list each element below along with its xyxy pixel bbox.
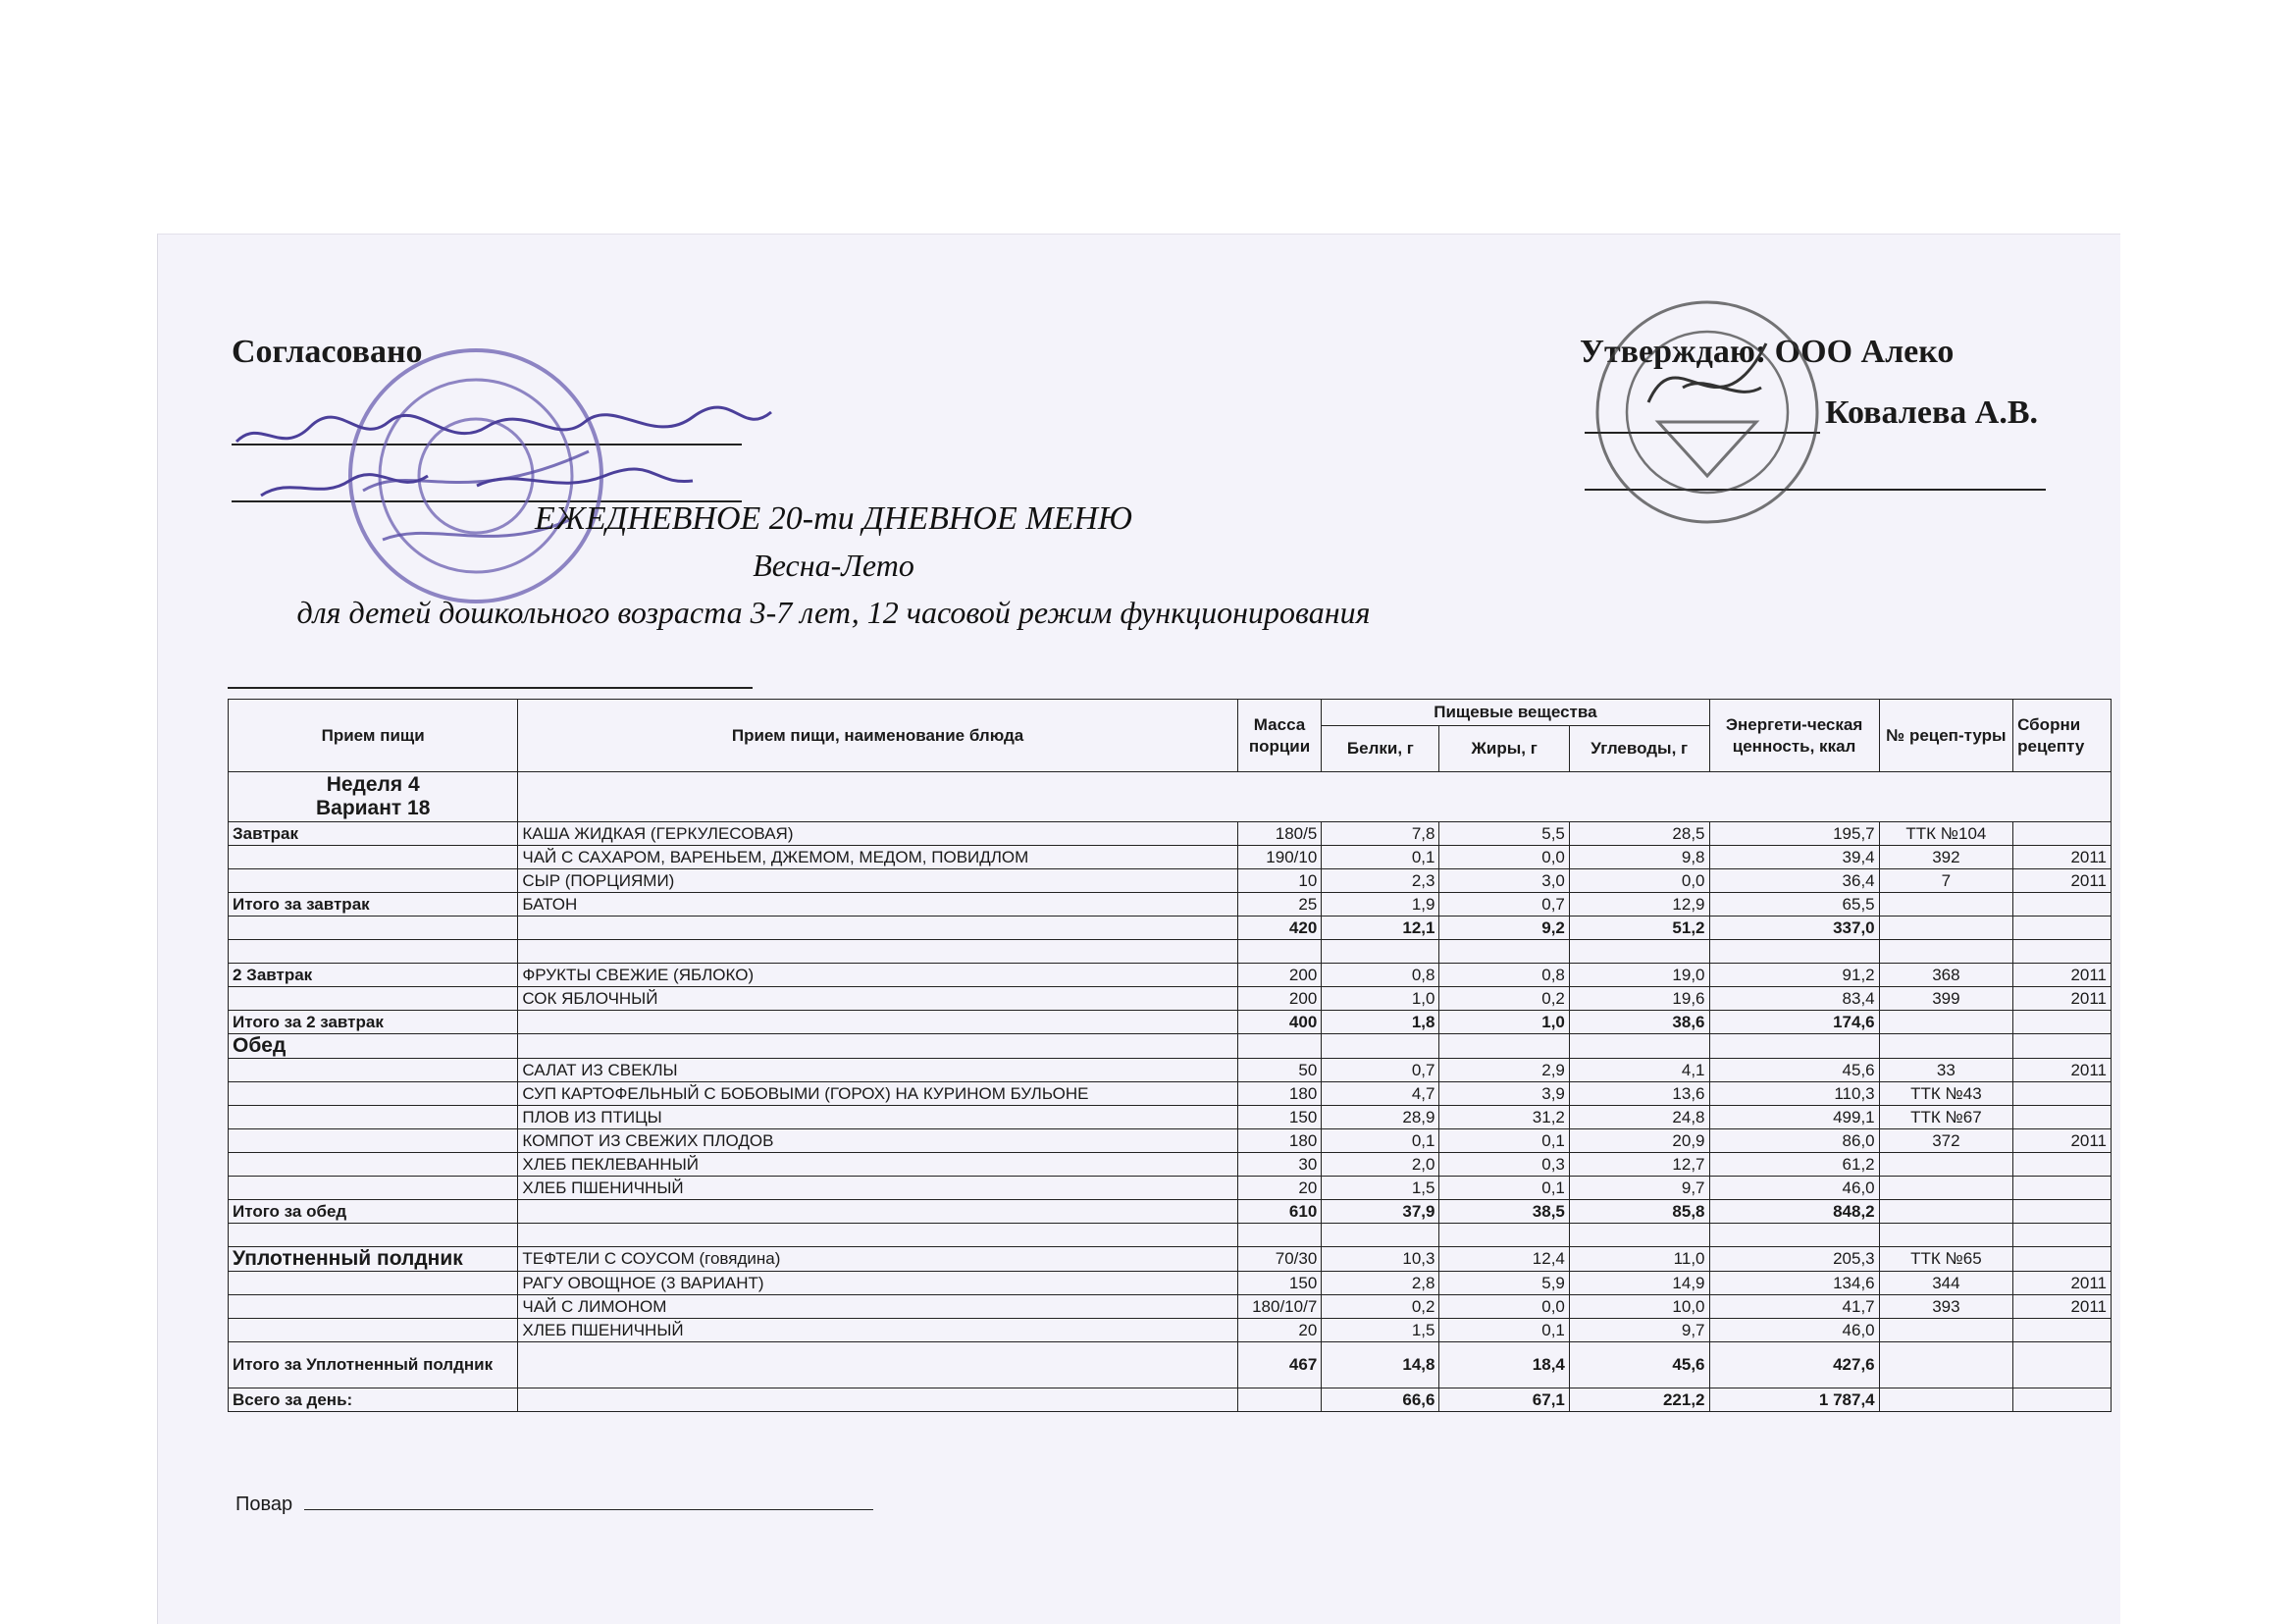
cell-mass: 400: [1237, 1011, 1322, 1034]
table-row: [229, 1106, 2112, 1129]
table-row: [229, 987, 2112, 1011]
table-row: [229, 917, 2112, 940]
col-collection: Сборни рецепту: [2013, 700, 2112, 772]
cell-f: 38,5: [1439, 1200, 1569, 1224]
cell-mass: [1237, 1224, 1322, 1247]
cell-f: [1439, 940, 1569, 964]
cell-meal: Итого за обед: [229, 1200, 518, 1224]
table-row: [229, 940, 2112, 964]
cell-mass: 467: [1237, 1342, 1322, 1388]
cell-r: 33: [1879, 1059, 2012, 1082]
cell-s: [2013, 1224, 2112, 1247]
table-row: [229, 1153, 2112, 1177]
cell-p: 2,8: [1322, 1272, 1439, 1295]
cell-p: [1322, 1034, 1439, 1059]
title-underline: [228, 687, 753, 689]
cell-e: 110,3: [1709, 1082, 1879, 1106]
cell-p: 7,8: [1322, 822, 1439, 846]
cell-f: 0,0: [1439, 1295, 1569, 1319]
cell-r: [1879, 1319, 2012, 1342]
cell-c: 45,6: [1569, 1342, 1709, 1388]
cell-c: 13,6: [1569, 1082, 1709, 1106]
cell-e: 46,0: [1709, 1319, 1879, 1342]
col-protein: Белки, г: [1322, 726, 1439, 772]
cook-underline: [304, 1509, 873, 1510]
cell-s: [2013, 917, 2112, 940]
cell-r: [1879, 1034, 2012, 1059]
menu-season: Весна-Лето: [753, 548, 914, 583]
cell-c: 19,6: [1569, 987, 1709, 1011]
cell-mass: 25: [1237, 893, 1322, 917]
cell-dish: [518, 1034, 1237, 1059]
table-row: [229, 1200, 2112, 1224]
cell-s: [2013, 1247, 2112, 1272]
cell-dish: САЛАТ ИЗ СВЕКЛЫ: [518, 1059, 1237, 1082]
cell-r: [1879, 917, 2012, 940]
cell-c: 10,0: [1569, 1295, 1709, 1319]
cell-meal: [229, 1153, 518, 1177]
week-row: [229, 772, 2112, 822]
cell-dish: ЧАЙ С САХАРОМ, ВАРЕНЬЕМ, ДЖЕМОМ, МЕДОМ, ПОВИДЛОМ: [518, 846, 1237, 869]
cell-c: 38,6: [1569, 1011, 1709, 1034]
cook-label: Повар: [235, 1493, 293, 1515]
cell-meal: 2 Завтрак: [229, 964, 518, 987]
cell-dish: ТЕФТЕЛИ С СОУСОМ (говядина): [518, 1247, 1237, 1272]
cell-p: [1322, 1224, 1439, 1247]
approve-label: Утверждаю: ООО Алеко: [1580, 334, 1955, 370]
cell-mass: 180: [1237, 1082, 1322, 1106]
cell-p: 2,0: [1322, 1153, 1439, 1177]
cell-mass: 190/10: [1237, 846, 1322, 869]
cell-dish: ХЛЕБ ПЕКЛЕВАННЫЙ: [518, 1153, 1237, 1177]
cell-p: 28,9: [1322, 1106, 1439, 1129]
cell-mass: 610: [1237, 1200, 1322, 1224]
table-row: [229, 1319, 2112, 1342]
cell-meal: [229, 1129, 518, 1153]
table-row: [229, 1177, 2112, 1200]
cell-s: 2011: [2013, 1059, 2112, 1082]
menu-title: ЕЖЕДНЕВНОЕ 20-ти ДНЕВНОЕ МЕНЮ: [535, 500, 1132, 537]
cell-dish: ХЛЕБ ПШЕНИЧНЫЙ: [518, 1319, 1237, 1342]
cell-s: [2013, 1011, 2112, 1034]
cell-mass: 20: [1237, 1319, 1322, 1342]
table-row: [229, 869, 2112, 893]
cell-e: 134,6: [1709, 1272, 1879, 1295]
cell-p: 1,8: [1322, 1011, 1439, 1034]
cell-mass: 180/5: [1237, 822, 1322, 846]
cell-e: 91,2: [1709, 964, 1879, 987]
cell-r: ТТК №104: [1879, 822, 2012, 846]
cell-s: [2013, 1342, 2112, 1388]
cell-dish: [518, 1200, 1237, 1224]
cell-e: 61,2: [1709, 1153, 1879, 1177]
cell-f: 2,9: [1439, 1059, 1569, 1082]
cell-mass: 150: [1237, 1106, 1322, 1129]
cell-p: 1,5: [1322, 1177, 1439, 1200]
table-row: [229, 1129, 2112, 1153]
cell-r: [1879, 940, 2012, 964]
cell-e: 86,0: [1709, 1129, 1879, 1153]
cell-r: [1879, 1342, 2012, 1388]
cell-e: 337,0: [1709, 917, 1879, 940]
cell-c: 9,7: [1569, 1177, 1709, 1200]
cell-p: 10,3: [1322, 1247, 1439, 1272]
cell-dish: [518, 1224, 1237, 1247]
cell-mass: 180: [1237, 1129, 1322, 1153]
table-row: [229, 846, 2112, 869]
cell-r: ТТК №43: [1879, 1082, 2012, 1106]
cell-e: 39,4: [1709, 846, 1879, 869]
cell-dish: [518, 917, 1237, 940]
cell-f: 0,1: [1439, 1177, 1569, 1200]
cell-p: 1,9: [1322, 893, 1439, 917]
cell-mass: 420: [1237, 917, 1322, 940]
cell-p: 14,8: [1322, 1342, 1439, 1388]
cell-s: 2011: [2013, 987, 2112, 1011]
cell-meal: [229, 940, 518, 964]
cell-s: [2013, 940, 2112, 964]
cell-mass: 180/10/7: [1237, 1295, 1322, 1319]
cell-meal: Уплотненный полдник: [229, 1247, 518, 1272]
cell-c: 221,2: [1569, 1388, 1709, 1412]
cell-c: 4,1: [1569, 1059, 1709, 1082]
table-header-row: [229, 700, 2112, 726]
cell-c: [1569, 1224, 1709, 1247]
week-variant-cell: [229, 772, 518, 822]
cell-dish: БАТОН: [518, 893, 1237, 917]
cell-meal: Обед: [229, 1034, 518, 1059]
cell-r: 392: [1879, 846, 2012, 869]
cell-f: 0,1: [1439, 1319, 1569, 1342]
cell-meal: [229, 1224, 518, 1247]
cell-r: [1879, 1177, 2012, 1200]
cell-c: [1569, 940, 1709, 964]
cell-meal: [229, 987, 518, 1011]
cell-e: 195,7: [1709, 822, 1879, 846]
cell-c: 11,0: [1569, 1247, 1709, 1272]
cell-f: [1439, 1224, 1569, 1247]
cell-dish: ФРУКТЫ СВЕЖИЕ (ЯБЛОКО): [518, 964, 1237, 987]
cell-s: 2011: [2013, 1295, 2112, 1319]
cell-s: [2013, 1319, 2112, 1342]
cell-mass: 70/30: [1237, 1247, 1322, 1272]
cell-s: 2011: [2013, 1272, 2112, 1295]
cell-e: 499,1: [1709, 1106, 1879, 1129]
cell-meal: [229, 846, 518, 869]
cell-r: [1879, 1153, 2012, 1177]
cell-p: 12,1: [1322, 917, 1439, 940]
cell-f: 3,9: [1439, 1082, 1569, 1106]
cell-c: 0,0: [1569, 869, 1709, 893]
cell-p: 1,0: [1322, 987, 1439, 1011]
table-row: [229, 822, 2112, 846]
cell-meal: Завтрак: [229, 822, 518, 846]
cell-r: 7: [1879, 869, 2012, 893]
cell-s: 2011: [2013, 846, 2112, 869]
cell-mass: [1237, 940, 1322, 964]
cell-e: 46,0: [1709, 1177, 1879, 1200]
cell-r: 393: [1879, 1295, 2012, 1319]
cell-mass: 200: [1237, 964, 1322, 987]
cell-e: 1 787,4: [1709, 1388, 1879, 1412]
cell-meal: [229, 1082, 518, 1106]
cell-f: 0,2: [1439, 987, 1569, 1011]
cell-s: [2013, 1034, 2112, 1059]
cell-f: 0,1: [1439, 1129, 1569, 1153]
cell-r: 399: [1879, 987, 2012, 1011]
cell-c: 12,9: [1569, 893, 1709, 917]
cell-mass: 50: [1237, 1059, 1322, 1082]
cell-r: 372: [1879, 1129, 2012, 1153]
cell-s: [2013, 1153, 2112, 1177]
menu-table: [228, 699, 2112, 1412]
col-fat: Жиры, г: [1439, 726, 1569, 772]
cell-mass: 200: [1237, 987, 1322, 1011]
cell-r: [1879, 1200, 2012, 1224]
cell-e: 205,3: [1709, 1247, 1879, 1272]
table-row: [229, 1082, 2112, 1106]
cell-mass: [1237, 1034, 1322, 1059]
cell-c: [1569, 1034, 1709, 1059]
cell-f: 9,2: [1439, 917, 1569, 940]
cell-r: ТТК №67: [1879, 1106, 2012, 1129]
cell-meal: [229, 917, 518, 940]
cell-f: 31,2: [1439, 1106, 1569, 1129]
cell-c: 24,8: [1569, 1106, 1709, 1129]
table-row: [229, 1247, 2112, 1272]
cell-meal: Итого за завтрак: [229, 893, 518, 917]
cell-f: 67,1: [1439, 1388, 1569, 1412]
cell-c: 14,9: [1569, 1272, 1709, 1295]
cell-meal: [229, 1272, 518, 1295]
cell-r: [1879, 1011, 2012, 1034]
cell-p: 37,9: [1322, 1200, 1439, 1224]
week-row-blank: [518, 772, 2112, 822]
cell-s: [2013, 893, 2112, 917]
cell-p: 0,2: [1322, 1295, 1439, 1319]
cell-dish: [518, 940, 1237, 964]
cook-signature-line: [235, 1493, 873, 1516]
cell-f: 0,8: [1439, 964, 1569, 987]
cell-f: [1439, 1034, 1569, 1059]
cell-p: 0,8: [1322, 964, 1439, 987]
cell-c: 9,7: [1569, 1319, 1709, 1342]
cell-mass: 30: [1237, 1153, 1322, 1177]
cell-meal: [229, 1319, 518, 1342]
cell-f: 0,3: [1439, 1153, 1569, 1177]
table-row: [229, 893, 2112, 917]
cell-dish: СОК ЯБЛОЧНЫЙ: [518, 987, 1237, 1011]
table-row: [229, 1342, 2112, 1388]
cell-dish: РАГУ ОВОЩНОЕ (3 ВАРИАНТ): [518, 1272, 1237, 1295]
cell-e: [1709, 1224, 1879, 1247]
cell-e: 427,6: [1709, 1342, 1879, 1388]
cell-s: [2013, 1388, 2112, 1412]
cell-s: 2011: [2013, 869, 2112, 893]
cell-e: [1709, 940, 1879, 964]
cell-f: 0,0: [1439, 846, 1569, 869]
cell-p: [1322, 940, 1439, 964]
cell-p: 66,6: [1322, 1388, 1439, 1412]
col-dish: Прием пищи, наименование блюда: [518, 700, 1237, 772]
cell-meal: [229, 1059, 518, 1082]
cell-e: 848,2: [1709, 1200, 1879, 1224]
cell-r: [1879, 1388, 2012, 1412]
company-stamp: [1590, 294, 1825, 530]
cell-s: 2011: [2013, 964, 2112, 987]
cell-f: 0,7: [1439, 893, 1569, 917]
cell-s: [2013, 822, 2112, 846]
cell-p: 0,7: [1322, 1059, 1439, 1082]
cell-c: 85,8: [1569, 1200, 1709, 1224]
cell-r: [1879, 1224, 2012, 1247]
table-row: [229, 1272, 2112, 1295]
cell-s: [2013, 1177, 2112, 1200]
table-row: [229, 1059, 2112, 1082]
cell-e: 36,4: [1709, 869, 1879, 893]
cell-meal: Итого за Уплотненный полдник: [229, 1342, 518, 1388]
cell-e: 83,4: [1709, 987, 1879, 1011]
signer-name: Ковалева А.В.: [1825, 394, 2039, 431]
cell-mass: 150: [1237, 1272, 1322, 1295]
cell-f: 5,5: [1439, 822, 1569, 846]
cell-p: 2,3: [1322, 869, 1439, 893]
cell-e: 45,6: [1709, 1059, 1879, 1082]
cell-r: 344: [1879, 1272, 2012, 1295]
cell-c: 19,0: [1569, 964, 1709, 987]
cell-dish: СЫР (ПОРЦИЯМИ): [518, 869, 1237, 893]
cell-p: 0,1: [1322, 846, 1439, 869]
cell-mass: [1237, 1388, 1322, 1412]
cell-meal: [229, 1106, 518, 1129]
cell-c: 51,2: [1569, 917, 1709, 940]
cell-dish: ЧАЙ С ЛИМОНОМ: [518, 1295, 1237, 1319]
cell-e: 174,6: [1709, 1011, 1879, 1034]
table-row: [229, 1388, 2112, 1412]
variant-label: Вариант 18: [315, 797, 431, 819]
cell-r: 368: [1879, 964, 2012, 987]
cell-c: 20,9: [1569, 1129, 1709, 1153]
table-row: [229, 1034, 2112, 1059]
cell-s: 2011: [2013, 1129, 2112, 1153]
cell-dish: ПЛОВ ИЗ ПТИЦЫ: [518, 1106, 1237, 1129]
cell-e: [1709, 1034, 1879, 1059]
cell-dish: [518, 1342, 1237, 1388]
week-label: Неделя 4: [326, 773, 420, 796]
approved-label: Согласовано: [232, 334, 423, 370]
menu-subtitle: для детей дошкольного возраста 3-7 лет, 12 часовой режим функционирования: [296, 595, 1371, 630]
cell-dish: КОМПОТ ИЗ СВЕЖИХ ПЛОДОВ: [518, 1129, 1237, 1153]
cell-meal: Всего за день:: [229, 1388, 518, 1412]
cell-f: 12,4: [1439, 1247, 1569, 1272]
cell-f: 3,0: [1439, 869, 1569, 893]
cell-dish: [518, 1388, 1237, 1412]
cell-p: 1,5: [1322, 1319, 1439, 1342]
cell-f: 1,0: [1439, 1011, 1569, 1034]
cell-p: 0,1: [1322, 1129, 1439, 1153]
cell-meal: [229, 1295, 518, 1319]
cell-s: [2013, 1106, 2112, 1129]
col-mass: Масса порции: [1237, 700, 1322, 772]
col-carbs: Углеводы, г: [1569, 726, 1709, 772]
col-meal: Прием пищи: [229, 700, 518, 772]
cell-meal: [229, 1177, 518, 1200]
cell-c: 12,7: [1569, 1153, 1709, 1177]
table-row: [229, 1224, 2112, 1247]
cell-r: [1879, 893, 2012, 917]
table-row: [229, 1011, 2112, 1034]
cell-meal: Итого за 2 завтрак: [229, 1011, 518, 1034]
cell-f: 18,4: [1439, 1342, 1569, 1388]
cell-dish: СУП КАРТОФЕЛЬНЫЙ С БОБОВЫМИ (ГОРОХ) НА КУРИНОМ БУЛЬОНЕ: [518, 1082, 1237, 1106]
cell-mass: 10: [1237, 869, 1322, 893]
cell-dish: КАША ЖИДКАЯ (ГЕРКУЛЕСОВАЯ): [518, 822, 1237, 846]
cell-r: ТТК №65: [1879, 1247, 2012, 1272]
cell-c: 9,8: [1569, 846, 1709, 869]
cell-dish: [518, 1011, 1237, 1034]
cell-s: [2013, 1082, 2112, 1106]
table-row: [229, 1295, 2112, 1319]
cell-f: 5,9: [1439, 1272, 1569, 1295]
cell-e: 65,5: [1709, 893, 1879, 917]
handwritten-signature-left: [232, 397, 781, 505]
cell-s: [2013, 1200, 2112, 1224]
cell-e: 41,7: [1709, 1295, 1879, 1319]
cell-p: 4,7: [1322, 1082, 1439, 1106]
col-energy: Энергети-ческая ценность, ккал: [1709, 700, 1879, 772]
cell-c: 28,5: [1569, 822, 1709, 846]
cell-mass: 20: [1237, 1177, 1322, 1200]
col-recipe: № рецеп-туры: [1879, 700, 2012, 772]
cell-meal: [229, 869, 518, 893]
cell-dish: ХЛЕБ ПШЕНИЧНЫЙ: [518, 1177, 1237, 1200]
col-nutrients: Пищевые вещества: [1322, 700, 1709, 726]
table-row: [229, 964, 2112, 987]
